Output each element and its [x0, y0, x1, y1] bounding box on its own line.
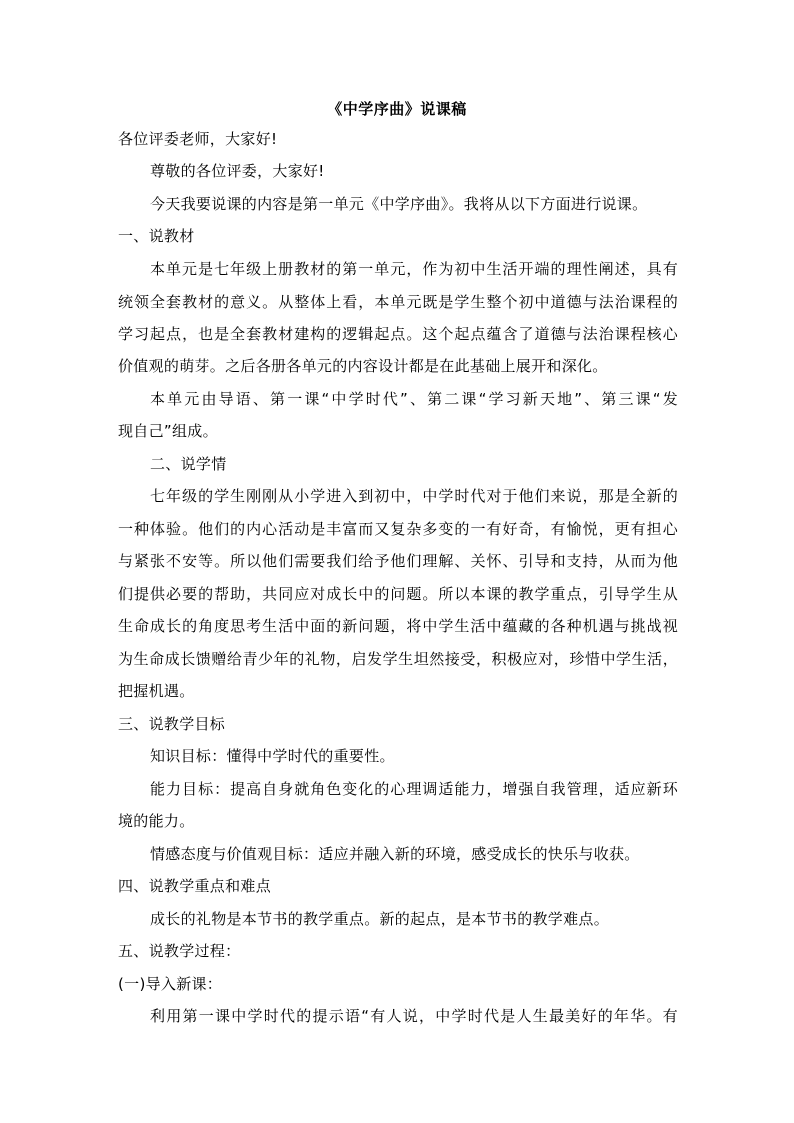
section-heading: 四、说教学重点和难点 [118, 877, 272, 895]
subsection-heading: (一)导入新课： [118, 975, 223, 993]
paragraph-line: 为生命成长馈赠给青少年的礼物，启发学生坦然接受，积极应对，珍惜中学生活， [118, 650, 678, 668]
paragraph-line: 利用第一课中学时代的提示语“有人说，中学时代是人生最美好的年华。有 [150, 1007, 678, 1025]
paragraph-line: 成长的礼物是本节书的教学重点。新的起点，是本节书的教学难点。 [150, 910, 610, 928]
paragraph-line: 价值观的萌芽。之后各册各单元的内容设计都是在此基础上展开和深化。 [118, 357, 608, 375]
paragraph-line: 们提供必要的帮助，共同应对成长中的问题。所以本课的教学重点，引导学生从 [118, 585, 678, 603]
section-heading: 一、说教材 [118, 227, 195, 245]
paragraph-line: 现自己”组成。 [118, 422, 218, 440]
paragraph-line: 境的能力。 [118, 812, 195, 830]
paragraph-line: 尊敬的各位评委，大家好! [150, 162, 325, 180]
paragraph-line: 今天我要说课的内容是第一单元《中学序曲》。我将从以下方面进行说课。 [150, 195, 648, 213]
paragraph-line: 学习起点，也是全套教材建构的逻辑起点。这个起点蕴含了道德与法治课程核心 [118, 325, 678, 343]
document-title: 《中学序曲》说课稿 [327, 100, 467, 118]
paragraph-line: 把握机遇。 [118, 682, 195, 700]
greeting-line: 各位评委老师，大家好! [118, 130, 278, 148]
paragraph-line: 能力目标：提高自身就角色变化的心理调适能力，增强自我管理，适应新环 [150, 780, 678, 798]
section-heading: 二、说学情 [150, 455, 227, 473]
paragraph-line: 知识目标：懂得中学时代的重要性。 [150, 747, 395, 765]
paragraph-line: 统领全套教材的意义。从整体上看，本单元既是学生整个初中道德与法治课程的 [118, 293, 678, 311]
section-heading: 三、说教学目标 [118, 715, 226, 733]
paragraph-line: 生命成长的角度思考生活中面的新问题，将中学生活中蕴藏的各种机遇与挑战视 [118, 617, 678, 635]
section-heading: 五、说教学过程： [118, 942, 241, 960]
paragraph-line: 情感态度与价值观目标：适应并融入新的环境，感受成长的快乐与收获。 [150, 845, 640, 863]
paragraph-line: 一种体验。他们的内心活动是丰富而又复杂多变的一有好奇，有愉悦，更有担心 [118, 520, 678, 538]
paragraph-line: 七年级的学生刚刚从小学进入到初中，中学时代对于他们来说，那是全新的 [150, 487, 678, 505]
paragraph-line: 本单元是七年级上册教材的第一单元，作为初中生活开端的理性阐述，具有 [150, 260, 678, 278]
paragraph-line: 本单元由导语、第一课“中学时代”、第二课“学习新天地”、第三课“发 [150, 390, 678, 408]
paragraph-line: 与紧张不安等。所以他们需要我们给予他们理解、关怀、引导和支持，从而为他 [118, 552, 678, 570]
